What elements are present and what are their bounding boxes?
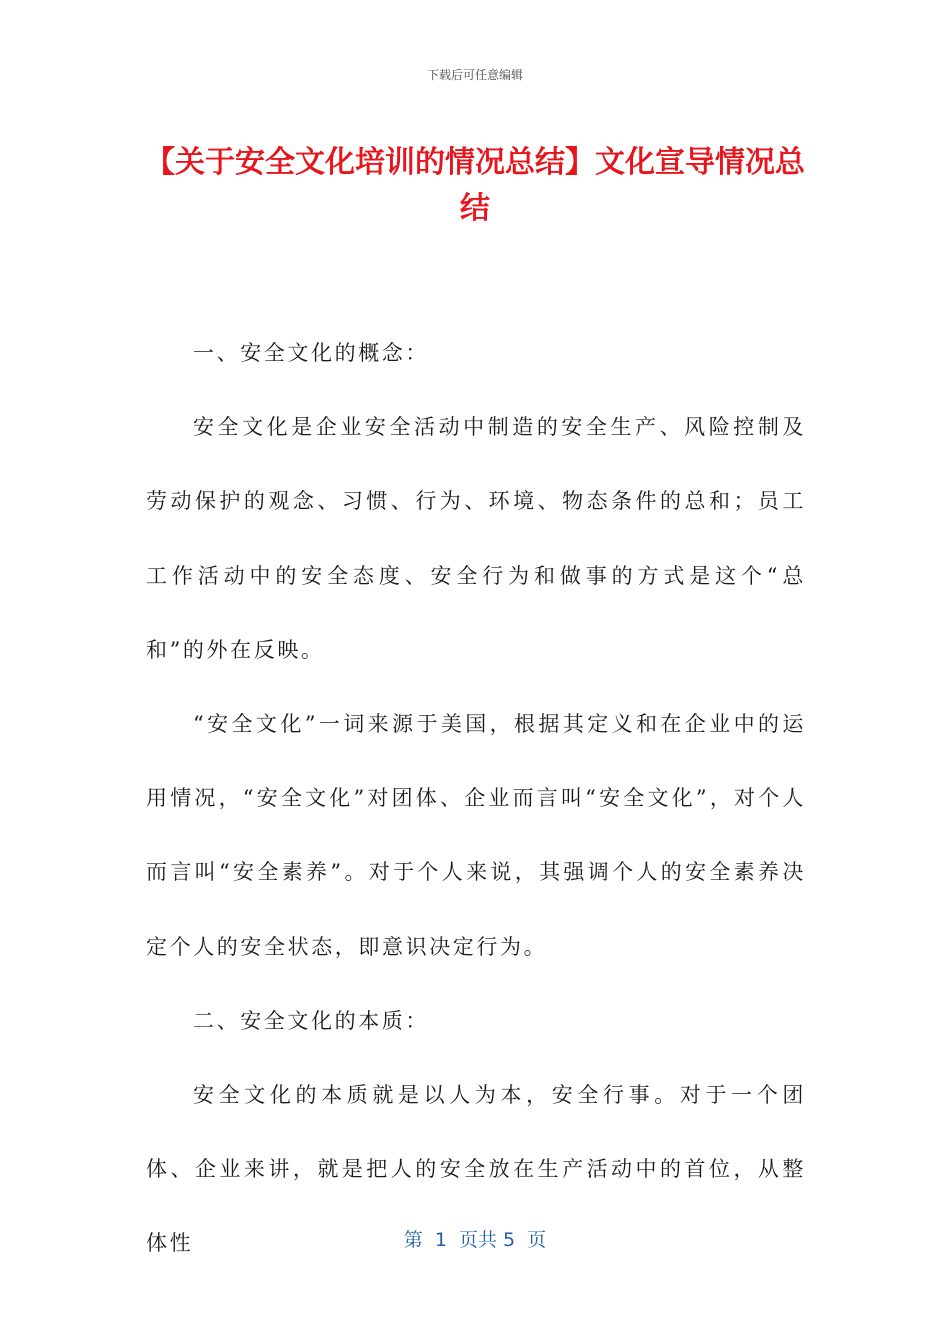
section-heading-concept: 一、安全文化的概念：	[193, 341, 429, 365]
header-note: 下载后可任意编辑	[426, 68, 523, 82]
page-number-footer: 第 1 页共 5 页	[403, 1229, 547, 1251]
paragraph-definition: 安全文化是企业安全活动中制造的安全生产、风险控制及劳动保护的观念、习惯、行为、环境、物态条件的总和；员工工作活动中的安全态度、安全行为和做事的方式是这个“总和”的外在反映。	[146, 415, 806, 662]
document-title: 【关于安全文化培训的情况总结】文化宣导情况总结	[145, 145, 805, 226]
paragraph-essence: 安全文化的本质就是以人为本，安全行事。对于一个团体、企业来讲，就是把人的安全放在生产活动中的首位，从整体性	[146, 1083, 806, 1256]
section-heading-essence: 二、安全文化的本质：	[193, 1008, 429, 1033]
paragraph-origin: “安全文化”一词来源于美国，根据其定义和在企业中的运用情况，“安全文化”对团体、企业而言叫“安全文化”，对个人而言叫“安全素养”。对于个人来说，其强调个人的安全素养决定个人的安全状态，即意识决定行为。	[146, 712, 806, 959]
document-body	[146, 316, 806, 1281]
